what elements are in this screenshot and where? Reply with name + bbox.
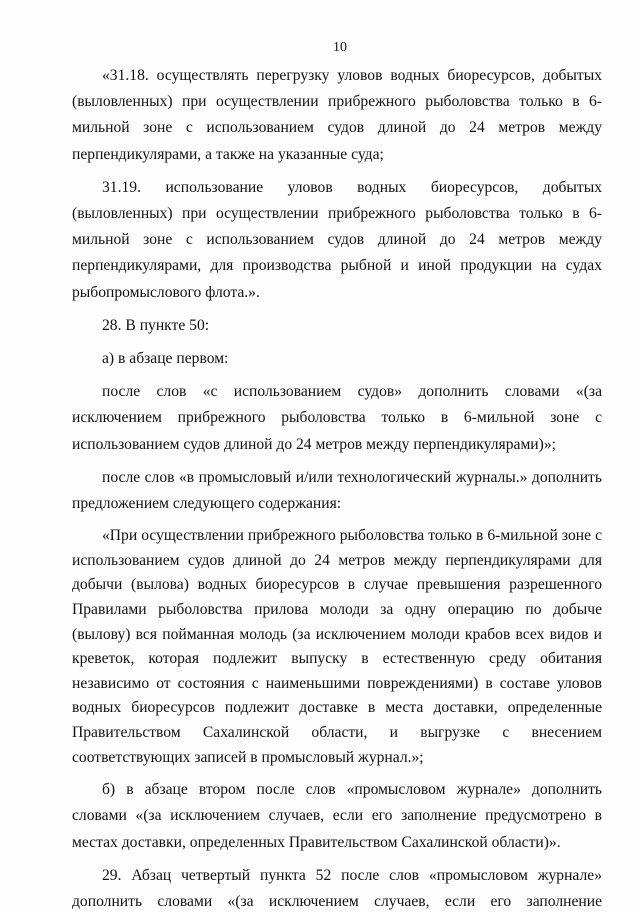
paragraph-amendment-2: после слов «в промысловый и/или технологический журналы.» дополнить предложением следующего содержания: bbox=[72, 468, 602, 513]
page-number: 10 bbox=[333, 40, 347, 55]
paragraph-amendment-1: после слов «с использованием судов» дополнить словами «(за исключением прибрежного рыболовства только в 6-мильной зоне с использованием судов длиной до 24 метров между перпендикулярами)»; bbox=[72, 383, 602, 453]
paragraph-quoted-sentence: «При осуществлении прибрежного рыболовства только в 6-мильной зоне с использованием судов длиной до 24 метров между перпендикулярами для добычи (вылова) водных биоресурсов в случае превышения разрешенного Правилами рыболовства прилова молоди за одну операцию по добыче (вылову) вся пойманная молодь (за исключением молоди крабов всех видов и креветок, которая подлежит выпуску в естественную среду обитания независимо от состояния с наименьшими повреждениями) в составе уловов водных биоресурсов подлежит доставке в места доставки, определенные Правительством Сахалинской области, и выгрузке с внесением соответствующих записей в промысловый журнал.»; bbox=[72, 527, 602, 766]
paragraph-subitem-a: а) в абзаце первом: bbox=[102, 350, 229, 368]
paragraph-subitem-b: б) в абзаце втором после слов «промысловом журнале» дополнить словами «(за исключением случаев, если его заполнение предусмотрено в местах доставки, определенных Правительством Сахалинской области)». bbox=[72, 781, 602, 851]
paragraph-item-28: 28. В пункте 50: bbox=[102, 316, 210, 334]
paragraph-31-18: «31.18. осуществлять перегрузку уловов водных биоресурсов, добытых (выловленных) при осуществлении прибрежного рыболовства только в 6-мильной зоне с использованием судов длиной до 24 метров между перпендикулярами, а также на указанные суда; bbox=[72, 67, 602, 163]
document-body bbox=[72, 63, 602, 915]
paragraph-31-19: 31.19. использование уловов водных биоресурсов, добытых (выловленных) при осуществлении прибрежного рыболовства только в 6-мильной зоне с использованием судов длиной до 24 метров между перпендикулярами, для производства рыбной и иной продукции на судах рыбопромыслового флота.». bbox=[72, 178, 602, 301]
paragraph-item-29: 29. Абзац четвертый пункта 52 после слов «промысловом журнале» дополнить словами «(за исключением случаев, если его заполнение bbox=[72, 866, 602, 910]
